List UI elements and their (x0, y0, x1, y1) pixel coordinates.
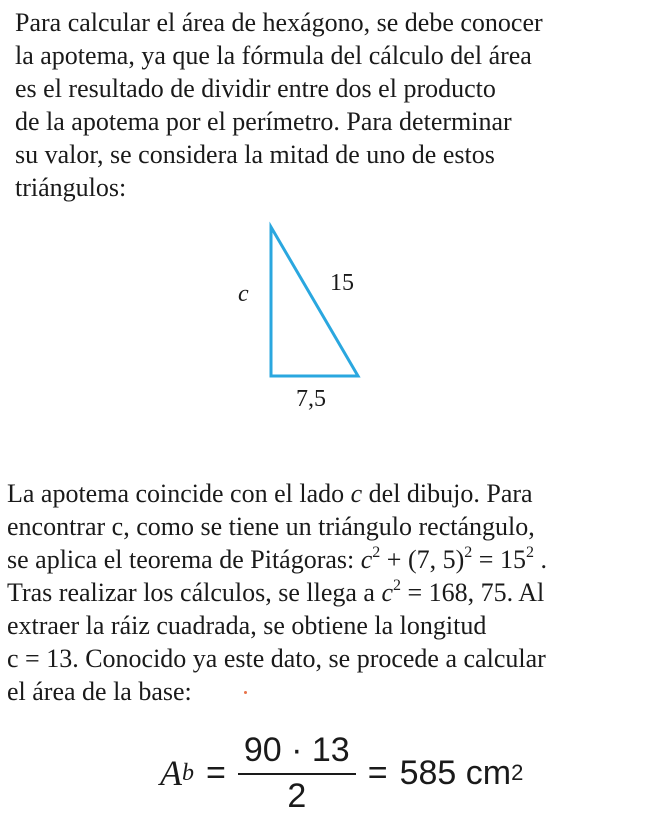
explanation-line-2: encontrar c, como se tiene un triángulo rectángulo, (7, 512, 535, 541)
formula-equals-2: = (367, 753, 388, 792)
explanation-line-1 (7, 477, 547, 510)
intro-line-6: triángulos: (15, 173, 127, 202)
exponent: 2 (525, 544, 534, 561)
intro-line-2: la apotema, ya que la fórmula del cálculo del área (15, 41, 532, 70)
explanation-line-3 (7, 543, 547, 576)
text-run: del dibujo. Para (362, 479, 533, 508)
formula-result-exponent: 2 (511, 760, 524, 785)
intro-line-4: de la apotema por el perímetro. Para determinar (15, 107, 512, 136)
text-run: = 168, 75. Al (401, 578, 545, 607)
exponent: 2 (393, 577, 402, 594)
intro-line-5: su valor, se considera la mitad de uno de estos (15, 140, 495, 169)
intro-line-1: Para calcular el área de hexágono, se debe conocer (15, 8, 543, 37)
text-run: se aplica el teorema de Pitágoras: (7, 545, 361, 574)
formula-lhs-variable: A (160, 753, 182, 793)
stray-dot (244, 691, 247, 694)
right-triangle-diagram (200, 215, 400, 415)
text-run: La apotema coincide con el lado (7, 479, 351, 508)
text-run: + (7, 5) (380, 545, 465, 574)
explanation-line-6: c = 13. Conocido ya este dato, se procede a calcular (7, 644, 546, 673)
formula-result: 585 cm (399, 753, 512, 792)
exponent: 2 (372, 544, 381, 561)
explanation-paragraph (7, 477, 547, 708)
text-run: Tras realizar los cálculos, se llega a (7, 578, 382, 607)
explanation-line-4 (7, 576, 547, 609)
triangle-label-base: 7,5 (296, 386, 326, 412)
formula-lhs-subscript: b (182, 759, 194, 786)
variable-c: c (381, 578, 394, 607)
formula-fraction (238, 731, 356, 816)
area-formula (160, 730, 524, 815)
variable-c: c (350, 479, 363, 508)
text-run: . (533, 545, 547, 574)
formula-numerator: 90 · 13 (238, 731, 356, 775)
intro-line-3: es el resultado de dividir entre dos el producto (15, 74, 496, 103)
formula-denominator: 2 (287, 776, 307, 815)
text-run: = 15 (472, 545, 526, 574)
explanation-line-7: el área de la base: (7, 677, 192, 706)
triangle-label-hypotenuse: 15 (330, 270, 354, 296)
intro-paragraph (15, 6, 543, 204)
variable-c: c (360, 545, 373, 574)
triangle-shape (271, 227, 358, 376)
explanation-line-5: extraer la ráiz cuadrada, se obtiene la longitud (7, 611, 487, 640)
formula-equals-1: = (206, 753, 226, 792)
exponent: 2 (464, 544, 473, 561)
triangle-label-c: c (238, 281, 249, 307)
